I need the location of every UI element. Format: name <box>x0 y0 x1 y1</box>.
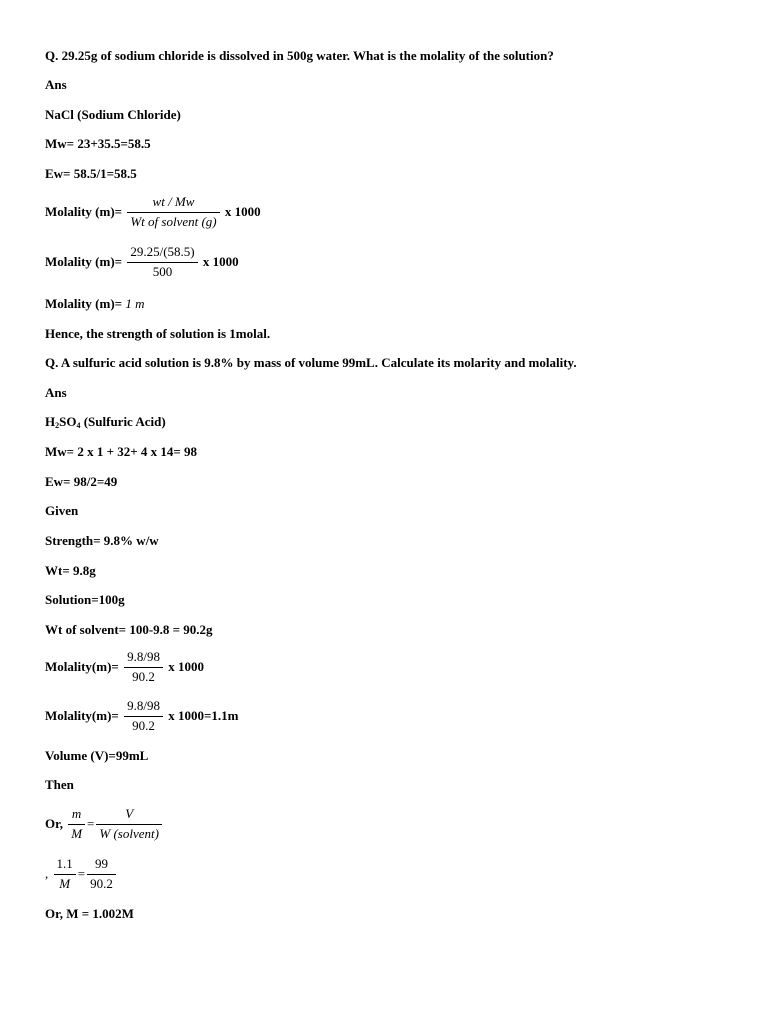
strength-line: Strength= 9.8% w/w <box>45 533 159 548</box>
answer-label: Ans <box>45 385 67 400</box>
formula-h: H <box>45 414 56 429</box>
molality-formula-line <box>45 194 261 230</box>
multiplier-text: x 1000 <box>202 254 239 269</box>
fraction-denominator: M <box>71 826 83 841</box>
wt-line: Wt= 9.8g <box>45 563 96 578</box>
molality-substitution-line <box>45 244 239 280</box>
compound-name: (Sulfuric Acid) <box>80 414 166 429</box>
molality-label: Molality (m)= <box>45 296 123 311</box>
molality-formula-fraction <box>127 194 219 230</box>
fraction-denominator: M <box>59 876 71 891</box>
v-ratio-fraction <box>87 856 116 892</box>
molality-label: Molality(m)= <box>45 708 119 723</box>
mw-line: Mw= 2 x 1 + 32+ 4 x 14= 98 <box>45 444 198 459</box>
mw-line: Mw= 23+35.5=58.5 <box>45 136 151 151</box>
solution-line: Solution=100g <box>45 592 125 607</box>
subscript-4: 4 <box>76 421 81 430</box>
fraction-numerator: V <box>96 806 162 825</box>
molality-result-line <box>45 296 144 312</box>
molality-result-line <box>45 698 238 734</box>
m-over-M-fraction <box>68 806 85 842</box>
wt-solvent-line: Wt of solvent= 100-9.8 = 90.2g <box>45 622 213 637</box>
fraction-denominator: Wt of solvent (g) <box>130 214 217 229</box>
comma-mark: , <box>45 866 49 881</box>
question-1: Q. 29.25g of sodium chloride is dissolved in 500g water. What is the molality of the solution? <box>45 48 554 63</box>
fraction-numerator: m <box>68 806 85 825</box>
ew-line: Ew= 58.5/1=58.5 <box>45 166 137 181</box>
subscript-2: 2 <box>55 421 60 430</box>
substitution-fraction <box>127 244 197 280</box>
ratio-equation-line <box>45 806 164 842</box>
fraction-numerator: 29.25/(58.5) <box>127 244 197 263</box>
question-2: Q. A sulfuric acid solution is 9.8% by mass of volume 99mL. Calculate its molarity and molality. <box>45 355 577 370</box>
fraction-denominator: 90.2 <box>90 876 113 891</box>
molality-fraction <box>124 649 163 685</box>
equals-sign: = <box>77 866 86 881</box>
answer-label: Ans <box>45 77 67 92</box>
multiplier-text: x 1000 <box>168 659 204 674</box>
fraction-denominator: 500 <box>152 264 173 279</box>
multiplier-text: x 1000 <box>224 204 261 219</box>
ew-line: Ew= 98/2=49 <box>45 474 118 489</box>
fraction-numerator: wt / Mw <box>127 194 219 213</box>
fraction-numerator: 1.1 <box>54 856 76 875</box>
fraction-denominator: 90.2 <box>132 718 155 733</box>
result-value: 1 m <box>125 296 145 311</box>
final-answer-line: Or, M = 1.002M <box>45 906 134 921</box>
fraction-numerator: 9.8/98 <box>124 649 163 668</box>
volume-line: Volume (V)=99mL <box>45 748 149 763</box>
or-label: Or, <box>45 816 63 831</box>
given-label: Given <box>45 503 79 518</box>
fraction-denominator: 90.2 <box>132 669 155 684</box>
multiplier-result-text: x 1000=1.1m <box>168 708 239 723</box>
fraction-numerator: 9.8/98 <box>124 698 163 717</box>
then-label: Then <box>45 777 74 792</box>
substituted-ratio-line <box>45 856 118 892</box>
molality-label: Molality (m)= <box>45 204 123 219</box>
fraction-numerator: 99 <box>87 856 116 875</box>
compound-h2so4 <box>45 414 166 434</box>
molality-fraction <box>124 698 163 734</box>
v-over-w-fraction <box>96 806 162 842</box>
compound-nacl: NaCl (Sodium Chloride) <box>45 107 181 122</box>
fraction-denominator: W (solvent) <box>99 826 159 841</box>
molality-label: Molality (m)= <box>45 254 123 269</box>
conclusion-line: Hence, the strength of solution is 1molal. <box>45 326 271 341</box>
formula-so: SO <box>59 414 77 429</box>
equals-sign: = <box>87 816 95 831</box>
molality-label: Molality(m)= <box>45 659 119 674</box>
molality-calc-line <box>45 649 204 685</box>
m-ratio-fraction <box>54 856 76 892</box>
